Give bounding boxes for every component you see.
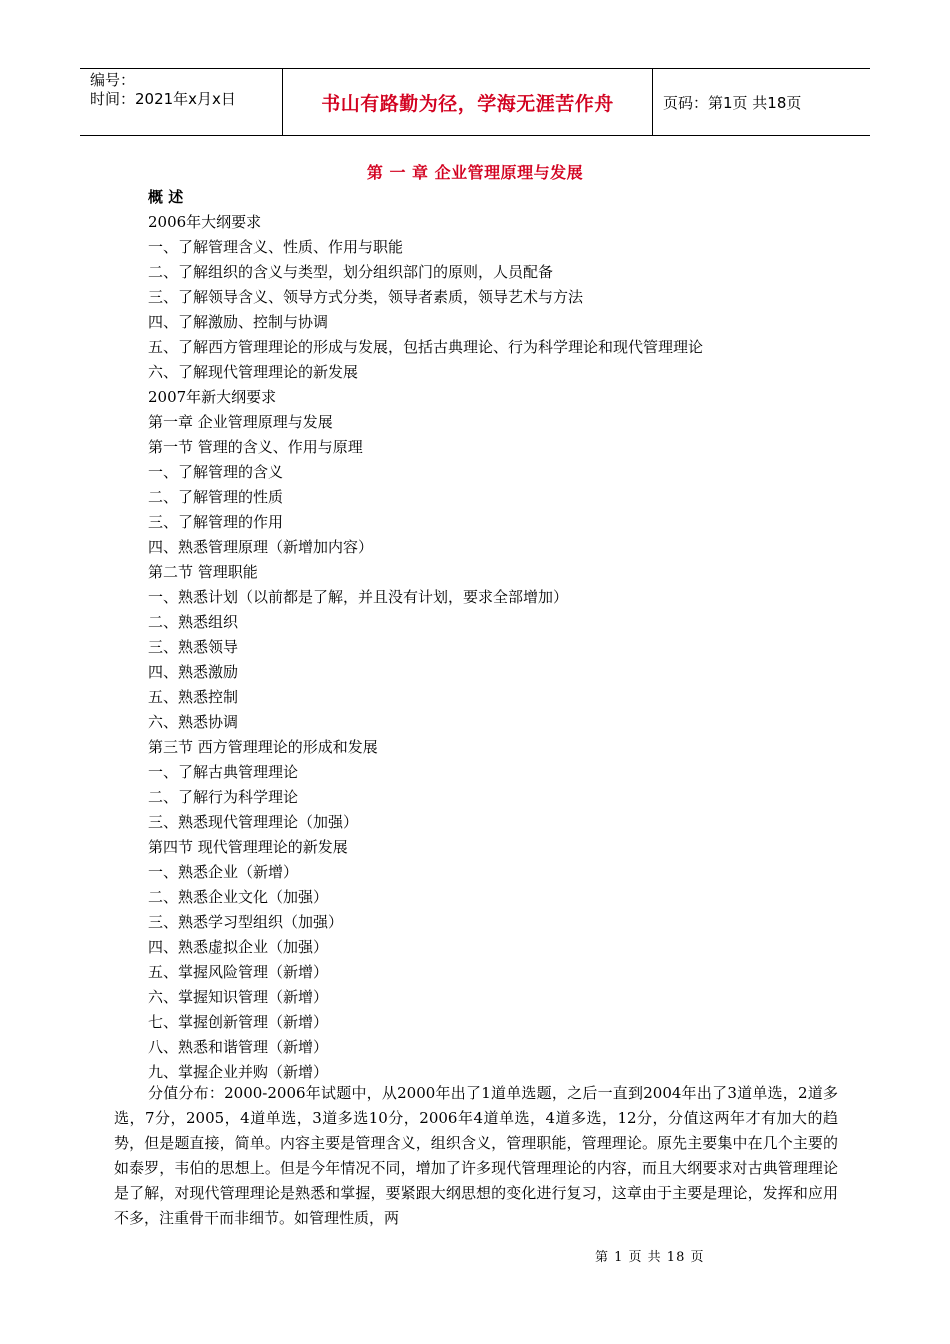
list-item: 一、了解古典管理理论 (148, 763, 299, 781)
list-item: 四、熟悉虚拟企业（加强） (148, 938, 329, 956)
list-item: 二、熟悉企业文化（加强） (148, 888, 329, 906)
chapter-title: 第 一 章 企业管理原理与发展 (366, 163, 584, 182)
list-item: 一、了解管理含义、性质、作用与职能 (148, 238, 404, 256)
header-page-cell (653, 69, 870, 135)
list-item: 第一章 企业管理原理与发展 (148, 413, 333, 431)
syllabus-list (148, 185, 848, 1085)
list-item: 三、了解管理的作用 (148, 513, 284, 531)
header-slogan-cell (282, 69, 653, 135)
list-item: 一、了解管理的含义 (148, 463, 284, 481)
list-item: 六、了解现代管理理论的新发展 (148, 363, 359, 381)
page-footer: 第 1 页 共 18 页 (595, 1250, 705, 1265)
list-item: 四、熟悉管理原理（新增加内容） (148, 538, 374, 556)
list-item: 五、熟悉控制 (148, 688, 239, 706)
list-item: 五、了解西方管理理论的形成与发展，包括古典理论、行为科学理论和现代管理理论 (148, 338, 704, 356)
list-item: 二、熟悉组织 (148, 613, 239, 631)
list-item: 2007年新大纲要求 (148, 388, 277, 406)
list-item: 三、熟悉领导 (148, 638, 239, 656)
header-slogan: 书山有路勤为径，学海无涯苦作舟 (321, 92, 614, 115)
list-item: 六、熟悉协调 (148, 713, 239, 731)
list-item: 第三节 西方管理理论的形成和发展 (148, 738, 378, 756)
list-item: 六、掌握知识管理（新增） (148, 988, 329, 1006)
list-item: 五、掌握风险管理（新增） (148, 963, 329, 981)
document-header (80, 68, 870, 136)
document-date-label: 时间：2021年x月x日 (90, 90, 236, 108)
list-item: 七、掌握创新管理（新增） (148, 1013, 329, 1031)
page-number-label: 页码：第1页 共18页 (663, 93, 802, 112)
list-item: 第一节 管理的含义、作用与原理 (148, 438, 363, 456)
list-item: 第二节 管理职能 (148, 563, 258, 581)
list-item: 一、熟悉计划（以前都是了解，并且没有计划，要求全部增加） (148, 588, 569, 606)
list-item: 三、了解领导含义、领导方式分类，领导者素质，领导艺术与方法 (148, 288, 584, 306)
list-item: 三、熟悉现代管理理论（加强） (148, 813, 359, 831)
list-item: 一、熟悉企业（新增） (148, 863, 299, 881)
list-item: 四、熟悉激励 (148, 663, 239, 681)
section-heading: 概 述 (148, 188, 184, 206)
score-distribution-paragraph: 分值分布：2000-2006年试题中，从2000年出了1道单选题，之后一直到2004年出了3道单选，2道多选，7分，2005，4道单选，3道多选10分，2006年4道单选，4道多选，12分，分值这两年才有加大的趋势，但是题直接，简单。内容主要是管理含义，组织含义，管理职能，管理理论。原先主要集中在几个主要的如泰罗，韦伯的思想上。但是今年情况不同，增加了许多现代管理理论的内容，而且大纲要求对古典管理理论是了解，对现代管理理论是熟悉和掌握，要紧跟大纲思想的变化进行复习，这章由于主要是理论，发挥和应用不多，注重骨干而非细节。如管理性质，两 (114, 1084, 838, 1227)
document-number-label: 编号： (90, 71, 136, 89)
list-item: 二、了解行为科学理论 (148, 788, 299, 806)
list-item: 第四节 现代管理理论的新发展 (148, 838, 348, 856)
list-item: 三、熟悉学习型组织（加强） (148, 913, 344, 931)
list-item: 九、掌握企业并购（新增） (148, 1063, 329, 1081)
list-item: 二、了解组织的含义与类型，划分组织部门的原则，人员配备 (148, 263, 554, 281)
list-item: 八、熟悉和谐管理（新增） (148, 1038, 329, 1056)
header-info-cell (80, 69, 282, 135)
list-item: 2006年大纲要求 (148, 213, 262, 231)
list-item: 四、了解激励、控制与协调 (148, 313, 329, 331)
list-item: 二、了解管理的性质 (148, 488, 284, 506)
